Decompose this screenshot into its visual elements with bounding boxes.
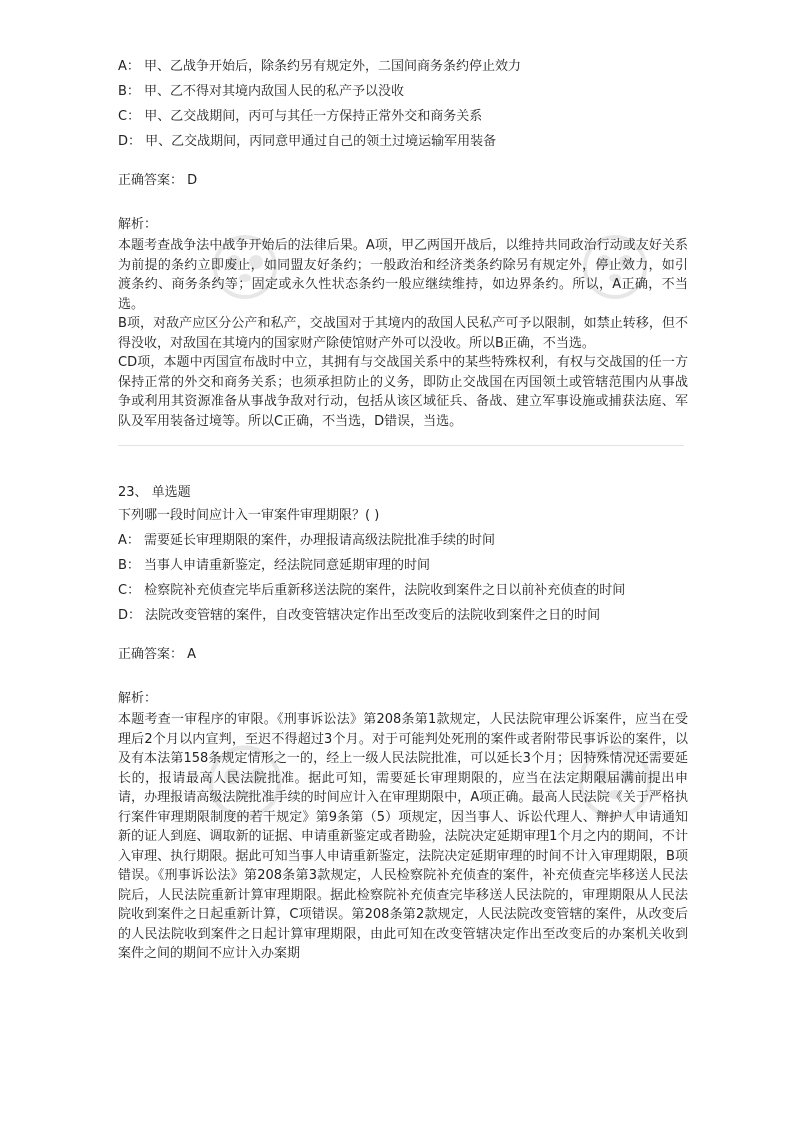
q22-option-a: A： 甲、乙战争开始后，除条约另有规定外，二国间商务条约停止效力: [118, 59, 522, 74]
q23-analysis-paragraph: 本题考查一审程序的审限。《刑事诉讼法》第208条第1款规定，人民法院审理公诉案件，应当在受理后2个月以内宣判，至迟不得超过3个月。对于可能判处死刑的案件或者附带民事诉讼的案件，以及有本法第158条规定情形之一的，经上一级人民法院批准，可以延长3个月；因特殊情况还需要延长的，报请最高人民法院批准。据此可知，需要延长审理期限的，应当在法定期限届满前提出申请，办理报请高级法院批准手续的时间应计入在审理期限中，A项正确。最高人民法院《关于严格执行案件审理期限制度的若干规定》第9条第（5）项规定，因当事人、诉讼代理人、辩护人申请通知新的证人到庭、调取新的证据、申请重新鉴定或者勘验，法院决定延期审理1个月之内的期间，不计入审理、执行期限。据此可知当事人申请重新鉴定，法院决定延期审理的时间不计入审理期限，B项错误。《刑事诉讼法》第208条第3款规定，人民检察院补充侦查的案件，补充侦查完毕移送人民法院后，人民法院重新计算审理期限。据此检察院补充侦查完毕移送人民法院的，审理期限从人民法院收到案件之日起重新计算，C项错误。第208条第2款规定，人民法院改变管辖的案件，从改变后的人民法院收到案件之日起计算审理期限，由此可知在改变管辖决定作出至改变后的办案机关收到案件之间的期间不应计入办案期: [118, 712, 688, 961]
document-page: [118, 56, 688, 964]
q23-option-a: A： 需要延长审理期限的案件，办理报请高级法院批准手续的时间: [118, 533, 496, 548]
q22-option-c: C： 甲、乙交战期间，丙可与其任一方保持正常外交和商务关系: [118, 109, 483, 124]
question-divider: [118, 445, 684, 446]
q22-option-d: D： 甲、乙交战期间，丙同意甲通过自己的领土过境运输军用装备: [118, 134, 497, 149]
q22-option-b: B： 甲、乙不得对其境内敌国人民的私产予以没收: [118, 84, 405, 99]
q23-number: 23、 单选题: [118, 485, 191, 500]
q22-analysis-paragraph: CD项，本题中丙国宣布战时中立，其拥有与交战国关系中的某些特殊权利，有权与交战国的任一方保持正常的外交和商务关系；也须承担防止的义务，即防止交战国在丙国领土或管辖范围内从事战争或利用其资源准备从事战争敌对行动，包括从该区域征兵、备战、建立军事设施或捕获法庭、军队及军用装备过境等。所以C正确，不当选，D错误，当选。: [118, 355, 688, 429]
q22-analysis-paragraph: 本题考查战争法中战争开始后的法律后果。A项，甲乙两国开战后，以维持共同政治行动或友好关系为前提的条约立即废止，如同盟友好条约；一般政治和经济类条约除另有规定外，停止效力，如引渡条约、商务条约等；固定或永久性状态条约一般应继续维持，如边界条约。所以，A正确，不当选。: [118, 238, 688, 312]
q23-option-c: C： 检察院补充侦查完毕后重新移送法院的案件，法院收到案件之日以前补充侦查的时间: [118, 583, 626, 598]
q23-option-d: D： 法院改变管辖的案件，自改变管辖决定作出至改变后的法院收到案件之日的时间: [118, 608, 601, 623]
q22-analysis-paragraph: B项，对敌产应区分公产和私产，交战国对于其境内的敌国人民私产可予以限制，如禁止转移，但不得没收，对敌国在其境内的国家财产除使馆财产外可以没收。所以B正确，不当选。: [118, 316, 688, 351]
q23-correct-answer: 正确答案： A: [118, 647, 197, 662]
q22-analysis: [118, 236, 688, 431]
q23-analysis-label: 解析：: [118, 691, 158, 706]
q22-correct-answer: 正确答案： D: [118, 173, 198, 188]
q23-options: [118, 530, 688, 627]
q22-options: [118, 56, 688, 153]
q22-analysis-label: 解析：: [118, 217, 158, 232]
q23-question: 下列哪一段时间应计入一审案件审理期限？( ): [118, 508, 380, 523]
q23-option-b: B： 当事人申请重新鉴定，经法院同意延期审理的时间: [118, 558, 431, 573]
